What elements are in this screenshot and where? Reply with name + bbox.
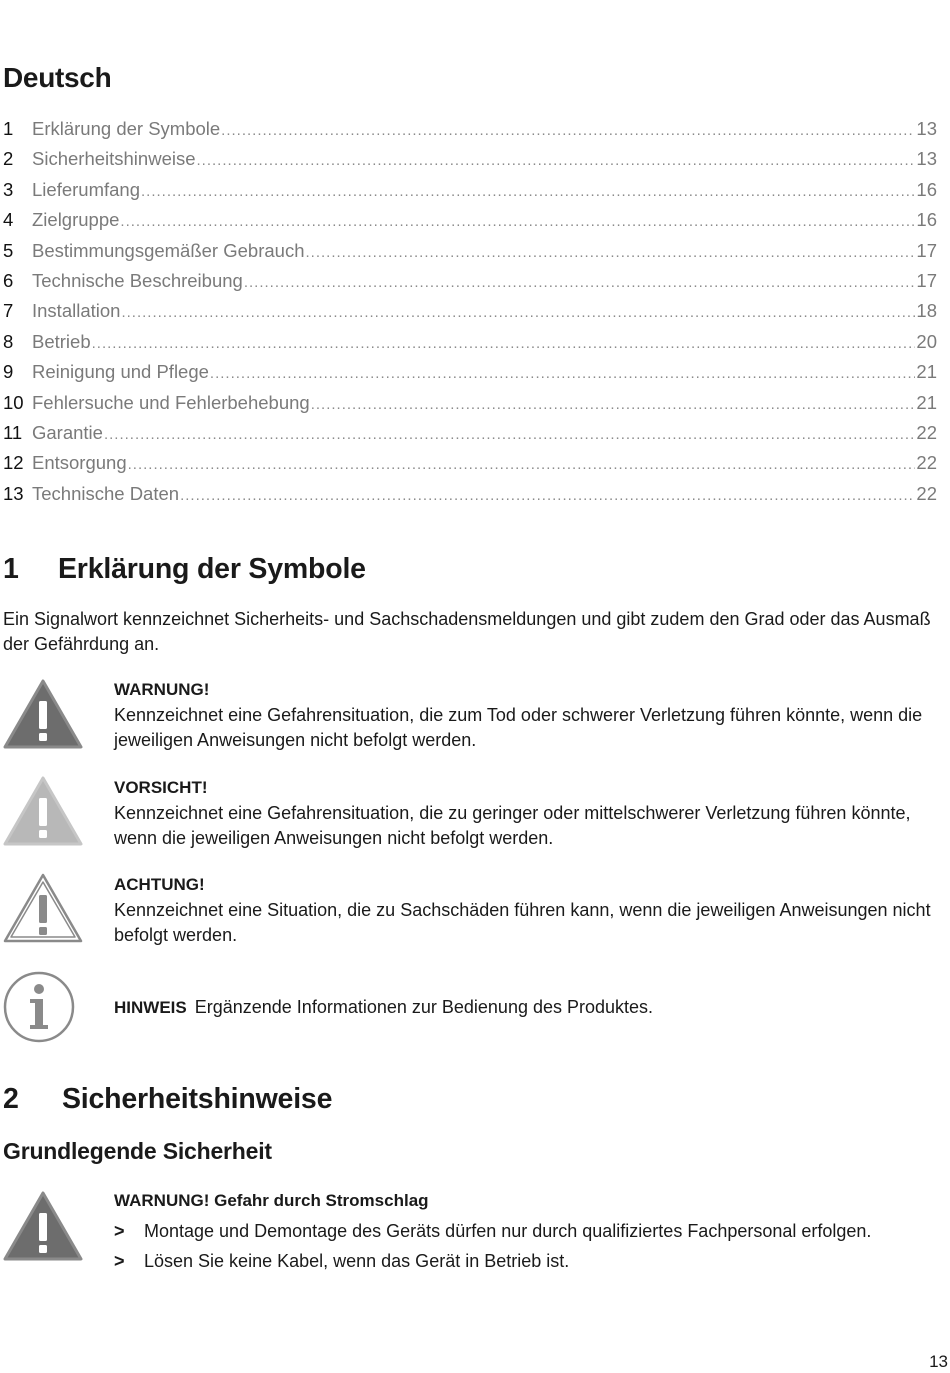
page-number: 13	[929, 1352, 948, 1371]
toc-item-page: 13	[916, 148, 937, 170]
toc-leader-dots	[180, 487, 915, 504]
section-number: 1	[3, 553, 19, 585]
toc-item[interactable]	[3, 422, 937, 452]
toc-item[interactable]	[3, 209, 937, 239]
toc-item-number: 8	[3, 330, 14, 352]
table-of-contents	[3, 118, 937, 513]
toc-item-number: 12	[3, 452, 24, 474]
list-item-text: Lösen Sie keine Kabel, wenn das Gerät in Betrieb ist.	[144, 1251, 570, 1271]
toc-item[interactable]	[3, 179, 937, 209]
warning-triangle-light-icon	[2, 775, 84, 847]
toc-leader-dots	[104, 426, 915, 443]
toc-item-page: 21	[916, 361, 937, 383]
toc-item-page: 13	[916, 118, 937, 139]
toc-item-number: 10	[3, 391, 24, 413]
toc-leader-dots	[120, 213, 915, 230]
toc-item-title: Installation	[32, 300, 121, 322]
toc-item-page: 16	[916, 209, 937, 231]
toc-item-title: Erklärung der Symbole	[32, 118, 221, 139]
warnung-block	[114, 677, 944, 754]
toc-item-number: 2	[3, 148, 14, 170]
achtung-block	[114, 872, 944, 949]
toc-item-page: 18	[916, 300, 937, 322]
toc-item[interactable]	[3, 392, 937, 422]
warning-triangle-dark-icon	[2, 1190, 84, 1262]
toc-item-title: Bestimmungsgemäßer Gebrauch	[32, 239, 305, 261]
toc-item-number: 4	[3, 209, 14, 231]
language-heading: Deutsch	[3, 62, 112, 93]
bullet-arrow-icon: >	[114, 1251, 125, 1271]
toc-leader-dots	[128, 456, 916, 473]
toc-item[interactable]	[3, 300, 937, 330]
hinweis-block	[114, 995, 944, 1021]
toc-item-title: Lieferumfang	[32, 178, 140, 200]
toc-item[interactable]	[3, 361, 937, 391]
toc-item-number: 5	[3, 239, 14, 261]
toc-leader-dots	[244, 274, 916, 291]
achtung-text: Kennzeichnet eine Situation, die zu Sachschäden führen kann, wenn die jeweiligen Anweisungen nicht befolgt werden.	[114, 899, 931, 945]
toc-item[interactable]	[3, 148, 937, 178]
toc-item-title: Entsorgung	[32, 452, 127, 474]
toc-item-title: Fehlersuche und Fehlerbehebung	[32, 391, 310, 413]
signal-word-intro: Ein Signalwort kennzeichnet Sicherheits- und Sachschadensmeldungen und gibt zudem den Grad oder das Ausmaß der Gefährdung an.	[3, 609, 931, 654]
toc-item-page: 22	[916, 482, 937, 504]
list-item	[114, 1219, 944, 1245]
warnung-text: Kennzeichnet eine Gefahrensituation, die zum Tod oder schwerer Verletzung führen könnte, wenn die jeweiligen Anweisungen nicht befolgt werden.	[114, 704, 923, 750]
safety-instructions-list	[114, 1219, 944, 1275]
vorsicht-label: VORSICHT!	[114, 778, 208, 797]
hinweis-label: HINWEIS	[114, 998, 187, 1017]
warning-triangle-outline-icon	[2, 872, 84, 944]
toc-item-title: Betrieb	[32, 330, 91, 352]
list-item	[114, 1249, 944, 1275]
section-title: Erklärung der Symbole	[58, 553, 366, 585]
toc-item-page: 17	[916, 269, 937, 291]
toc-item-number: 11	[3, 421, 23, 443]
warning-triangle-dark-icon	[2, 678, 84, 750]
toc-item-page: 22	[916, 452, 937, 474]
toc-item[interactable]	[3, 240, 937, 270]
toc-leader-dots	[92, 335, 916, 352]
toc-item-number: 1	[3, 118, 14, 139]
toc-leader-dots	[210, 365, 916, 382]
toc-item-number: 13	[3, 482, 24, 504]
toc-leader-dots	[305, 244, 915, 261]
vorsicht-text: Kennzeichnet eine Gefahrensituation, die zu geringer oder mittelschwerer Verletzung führen könnte, wenn die jeweiligen Anweisungen nicht befolgt werden.	[114, 802, 911, 848]
section-title: Sicherheitshinweise	[62, 1083, 333, 1115]
toc-item-title: Technische Beschreibung	[32, 269, 243, 291]
vorsicht-block	[114, 775, 944, 852]
toc-item-title: Reinigung und Pflege	[32, 361, 209, 383]
achtung-label: ACHTUNG!	[114, 875, 205, 894]
toc-item-number: 7	[3, 300, 14, 322]
bullet-arrow-icon: >	[114, 1220, 125, 1241]
warnung-label: WARNUNG!	[114, 680, 210, 699]
toc-leader-dots	[197, 152, 916, 169]
toc-item-title: Garantie	[32, 421, 103, 443]
toc-item[interactable]	[3, 118, 937, 148]
section-number: 2	[3, 1083, 19, 1115]
toc-item[interactable]	[3, 483, 937, 513]
toc-item-title: Sicherheitshinweise	[32, 148, 196, 170]
electric-shock-warning-block	[114, 1188, 944, 1275]
subsection-heading: Grundlegende Sicherheit	[3, 1138, 272, 1164]
toc-leader-dots	[121, 304, 915, 321]
toc-item-title: Technische Daten	[32, 482, 180, 504]
section-1-heading	[3, 553, 366, 586]
hinweis-text: Ergänzende Informationen zur Bedienung des Produktes.	[194, 997, 654, 1017]
section-2-heading	[3, 1083, 332, 1116]
toc-item-number: 3	[3, 178, 14, 200]
toc-item-number: 9	[3, 361, 14, 383]
toc-item-number: 6	[3, 269, 14, 291]
toc-leader-dots	[221, 122, 915, 139]
toc-item-page: 17	[916, 239, 937, 261]
toc-item-title: Zielgruppe	[32, 209, 120, 231]
toc-leader-dots	[141, 183, 915, 200]
electric-shock-warning-title: WARNUNG! Gefahr durch Stromschlag	[114, 1191, 429, 1210]
list-item-text: Montage und Demontage des Geräts dürfen nur durch qualifiziertes Fachpersonal erfolgen.	[144, 1220, 872, 1241]
toc-item[interactable]	[3, 452, 937, 482]
info-circle-icon	[2, 970, 76, 1044]
toc-item-page: 21	[916, 391, 937, 413]
toc-item-page: 22	[916, 421, 937, 443]
toc-item-page: 20	[916, 330, 937, 352]
toc-item[interactable]	[3, 270, 937, 300]
toc-item[interactable]	[3, 331, 937, 361]
toc-leader-dots	[311, 396, 916, 413]
toc-item-page: 16	[916, 178, 937, 200]
